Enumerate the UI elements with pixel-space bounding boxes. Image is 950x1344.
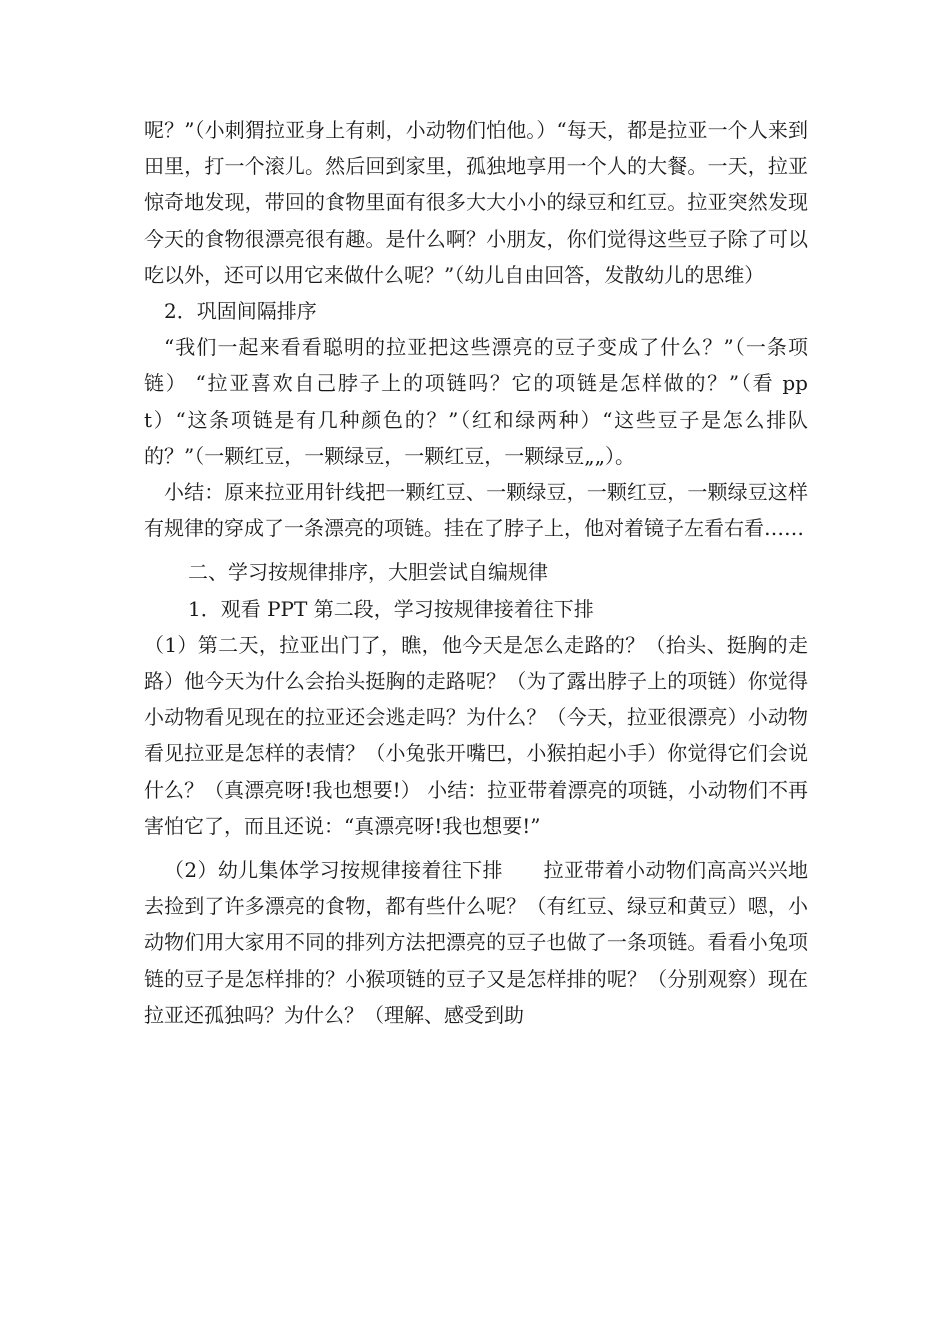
heading-watch-ppt-part-two: 1．观看 PPT 第二段，学习按规律接着往下排	[188, 596, 594, 621]
heading-section-two: 二、学习按规律排序，大胆尝试自编规律	[188, 560, 548, 585]
paragraph-story-continued: 呢？”（小刺猬拉亚身上有刺，小动物们怕他。）“每天，都是拉亚一个人来到田里，打一个滚儿。然后回到家里，孤独地享用一个人的大餐。一天，拉亚惊奇地发现，带回的食物里面有很多大大小小的绿豆和红豆。拉亚突然发现今天的食物很漂亮很有趣。是什么啊？小朋友，你们觉得这些豆子除了可以吃以外，还可以用它来做什么呢？”（幼儿自由回答，发散幼儿的思维）	[144, 118, 808, 287]
heading-consolidate-interval-sorting: 2．巩固间隔排序	[164, 299, 317, 324]
paragraph-group-learning: （2）幼儿集体学习按规律接着往下排 拉亚带着小动物们高高兴兴地去捡到了许多漂亮的食物，都有些什么呢？（有红豆、绿豆和黄豆）嗯，小动物们用大家用不同的排列方法把漂亮的豆子也做了一条项链。看看小兔项链的豆子是怎样排的？小猴项链的豆子又是怎样排的呢？（分别观察）现在拉亚还孤独吗？为什么？（理解、感受到助	[144, 858, 808, 1027]
paragraph-necklace-dialogue: “我们一起来看看聪明的拉亚把这些漂亮的豆子变成了什么？”（一条项链） “拉亚喜欢自己脖子上的项链吗？它的项链是怎样做的？”（看 ppt）“这条项链是有几种颜色的？”（红和绿两种）“这些豆子是怎么排队的？”（一颗红豆，一颗绿豆，一颗红豆，一颗绿豆„„）。	[144, 335, 808, 468]
paragraph-second-day: （1）第二天，拉亚出门了，瞧，他今天是怎么走路的？（抬头、挺胸的走路）他今天为什么会抬头挺胸的走路呢？（为了露出脖子上的项链）你觉得小动物看见现在的拉亚还会逃走吗？为什么？（今天，拉亚很漂亮）小动物看见拉亚是怎样的表情？（小兔张开嘴巴，小猴拍起小手）你觉得它们会说什么？（真漂亮呀!我也想要!） 小结：拉亚带着漂亮的项链，小动物们不再害怕它了，而且还说：“真漂亮呀!我也想要!”	[144, 632, 808, 838]
paragraph-summary-necklace: 小结：原来拉亚用针线把一颗红豆、一颗绿豆，一颗红豆，一颗绿豆这样有规律的穿成了一条漂亮的项链。挂在了脖子上，他对着镜子左看右看……	[144, 480, 808, 541]
document-page	[144, 112, 808, 1033]
